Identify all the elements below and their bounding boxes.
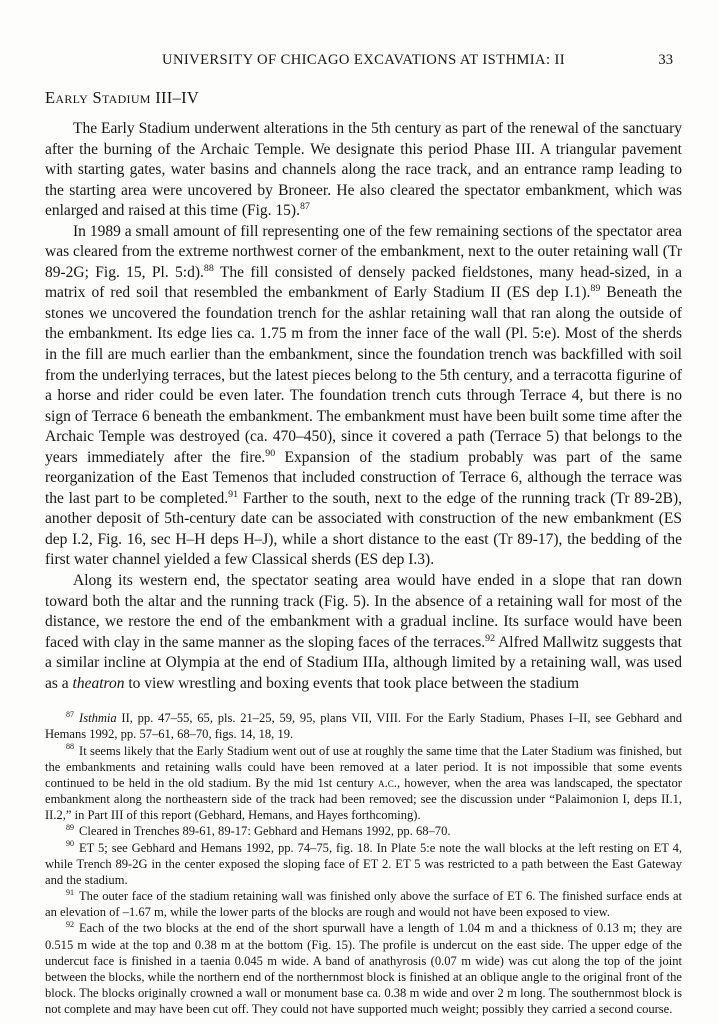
footnote	[45, 920, 682, 1017]
page-header	[45, 52, 682, 70]
text-run: II, pp. 47–55, 65, pls. 21–25, 59, 95, plans VII, VIII. For the Early Stadium, Phases I–II, see Gebhard and Hemans 1992, pp. 57–61, 68–70, figs. 14, 18, 19.	[45, 711, 682, 742]
text-column	[45, 52, 682, 1017]
text-run: , however, when the area was landscaped, the spectator embankment along the northeastern side of the track had been removed; see the discussion under “Palaimonion I, deps II.1, II.2,” in Part III of this report (Gebhard, Hemans, and Hayes forthcoming).	[45, 775, 682, 823]
footnote	[45, 710, 682, 742]
footnote-number: 89	[66, 823, 75, 833]
text-run: Farther to the south, next to the edge of the running track (Tr 89-2B), another deposit of 5th-century date can be associated with construction of the new embankment (ES dep I.2, Fig. 16, sec H–H deps H–J), while a short distance to the east (Tr 89-17), the bedding of the first water channel yielded a few Classical sherds (ES dep I.3).	[45, 489, 682, 569]
footnote-ref: 91	[228, 488, 239, 500]
footnote-ref: 90	[265, 447, 276, 459]
text-run: Cleared in Trenches 89-61, 89-17: Gebhard and Hemans 1992, pp. 68–70.	[79, 824, 451, 839]
footnote-ref: 92	[485, 632, 496, 644]
text-run: Each of the two blocks at the end of the short spurwall have a length of 1.04 m and a thickness of 0.13 m; they are 0.515 m wide at the top and 0.38 m at the bottom (Fig. 15). The profile is undercut on the east side. The upper edge of the undercut face is finished in a taenia 0.045 m wide. A band of anathyrosis (0.07 m wide) was cut along the top of the joint between the blocks, while the northern end of the northernmost block is finished at an oblique angle to the original front of the block. The blocks originally crowned a wall or monument base ca. 0.38 m wide and over 2 m long. The southernmost block is not complete and may have been cut off. They could not have supported much weight; possibly they carried a second course.	[45, 921, 682, 1017]
smallcaps-text-run: a.c.	[378, 775, 397, 790]
text-run: The outer face of the stadium retaining wall was finished only above the surface of ET 6. The finished surface ends at an elevation of –1.67 m, while the lower parts of the blocks are rough and would not have been exposed to view.	[45, 889, 682, 920]
text-run: The Early Stadium underwent alterations in the 5th century as part of the renewal of the sanctuary after the burning of the Archaic Temple. We designate this period Phase III. A triangular pavement with starting gates, water basins and channels along the race track, and an entrance ramp leading to the starting area were uncovered by Broneer. He also cleared the spectator embankment, which was enlarged and raised at this time (Fig. 15).	[45, 120, 682, 220]
text-run: Alfred Mallwitz suggests that a similar incline at Olympia at the end of Stadium IIIa, although limited by a retaining wall, was used as a	[45, 633, 682, 692]
paragraph	[45, 222, 682, 571]
text-run: The fill consisted of densely packed fieldstones, many head-sized, in a matrix of red soil that resembled the embankment of Early Stadium II (ES dep I.1).	[45, 263, 682, 302]
text-run: It seems likely that the Early Stadium went out of use at roughly the same time that the Later Stadium was finished, but the embankments and retaining walls could have been removed at a later period. It is not impossible that some events continued to be held in the old stadium. By the mid 1st century	[45, 743, 682, 790]
section-heading: Early Stadium III–IV	[45, 88, 200, 107]
text-run: Beneath the stones we uncovered the foundation trench for the ashlar retaining wall that ran along the outside of the embankment. Its edge lies ca. 1.75 m from the inner face of the wall (Pl. 5:e). Most of the sherds in the fill are much earlier than the embankment, since the foundation trench was backfilled with soil from the underlying terraces, but the latest pieces belong to the 5th century, and a terracotta figurine of a horse and rider could be even later. The foundation trench cuts through Terrace 4, but there is no sign of Terrace 6 beneath the embankment. The embankment must have been built some time after the Archaic Temple was destroyed (ca. 470–450), since it covered a path (Terrace 5) that belongs to the years immediately after the fire.	[45, 284, 682, 466]
footnote-ref: 87	[299, 201, 310, 213]
footnote	[45, 840, 682, 888]
text-run: Expansion of the stadium probably was part of the same reorganization of the East Temenos that included construction of Terrace 6, although the terrace was the last part to be completed.	[45, 448, 682, 507]
text-run: Along its western end, the spectator seating area would have ended in a slope that ran down toward both the altar and the running track (Fig. 5). In the absence of a retaining wall for most of the distance, we restore the end of the embankment with a gradual incline. Its surface would have been faced with clay in the same manner as the sloping faces of the terraces.	[45, 572, 682, 651]
footnote-number: 87	[66, 710, 75, 720]
paragraph	[45, 119, 682, 222]
footnote-number: 92	[66, 920, 75, 930]
text-run: ET 5; see Gebhard and Hemans 1992, pp. 74–75, fig. 18. In Plate 5:e note the wall blocks at the left resting on ET 4, while Trench 89-2G in the center exposed the sloping face of ET 2. ET 5 was restricted to a path between the East Gateway and the stadium.	[45, 840, 682, 887]
footnote	[45, 823, 682, 839]
text-run: to view wrestling and boxing events that took place between the stadium	[124, 674, 580, 692]
text-run: In 1989 a small amount of fill representing one of the few remaining sections of the spectator area was cleared from the extreme northwest corner of the embankment, next to the outer retaining wall (Tr 89-2G; Fig. 15, Pl. 5:d).	[45, 222, 682, 281]
footnote-number: 91	[66, 887, 75, 897]
footnote	[45, 743, 682, 824]
paragraph	[45, 571, 682, 694]
italic-text-run: theatron	[72, 674, 125, 692]
italic-text-run: Isthmia	[79, 711, 117, 726]
footnote-number: 88	[66, 742, 75, 752]
page-number: 33	[658, 52, 673, 68]
footnote-number: 90	[66, 839, 75, 849]
footnote-ref: 89	[590, 283, 601, 295]
footnote-ref: 88	[203, 262, 214, 274]
footnotes	[45, 710, 682, 1017]
body-text	[45, 119, 682, 694]
running-title: UNIVERSITY OF CHICAGO EXCAVATIONS AT ISTHMIA: II	[162, 52, 565, 68]
footnote	[45, 888, 682, 920]
